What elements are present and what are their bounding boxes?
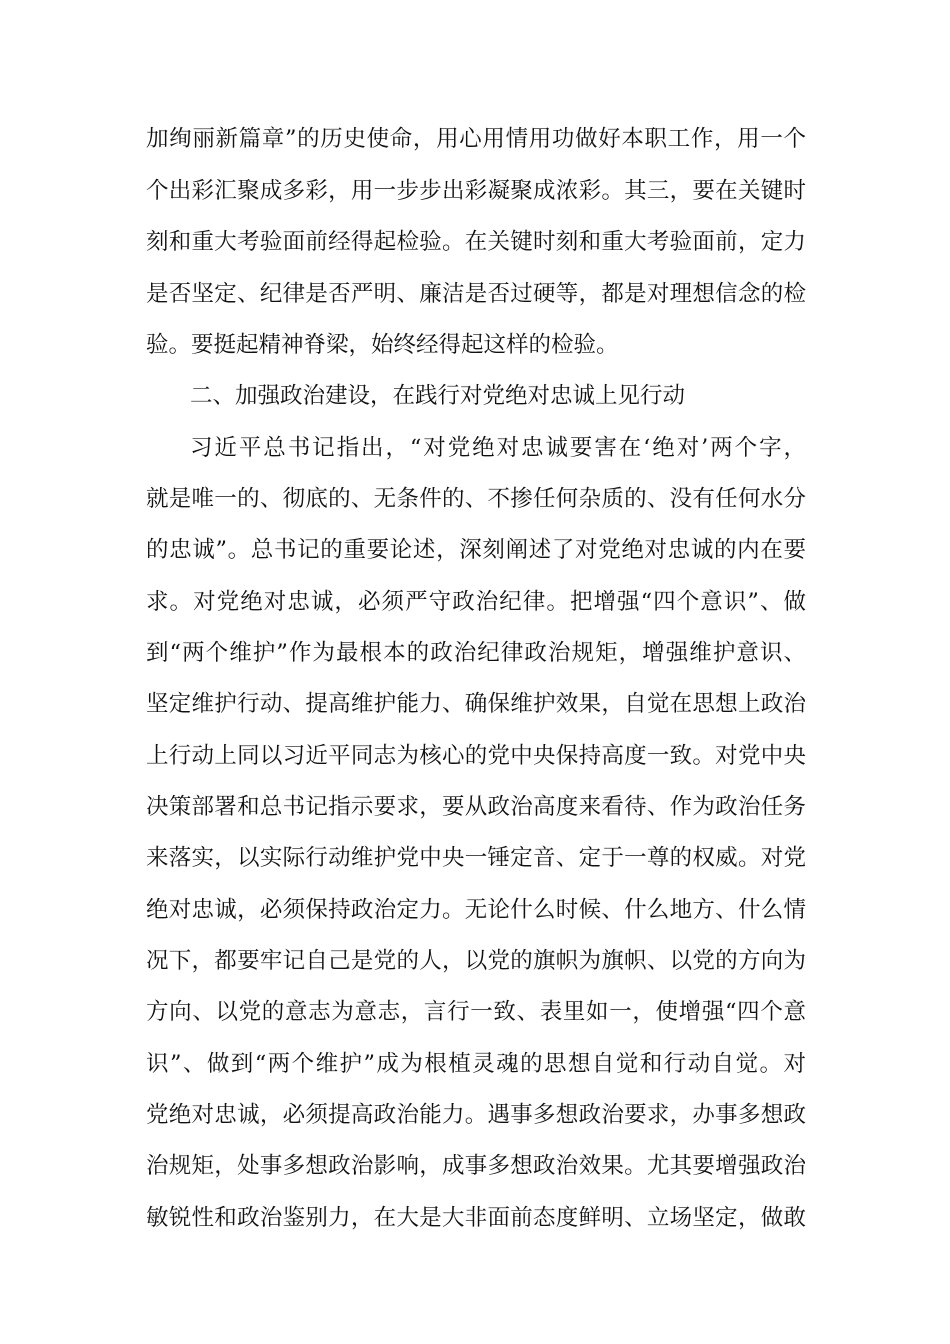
- text-line: 加绚丽新篇章”的历史使命，用心用情用功做好本职工作，用一个: [146, 126, 806, 152]
- text-line: 治规矩，处事多想政治影响，成事多想政治效果。尤其要增强政治: [146, 1153, 806, 1179]
- text-line: 党绝对忠诚，必须提高政治能力。遇事多想政治要求，办事多想政: [146, 1102, 806, 1128]
- text-line: 上行动上同以习近平同志为核心的党中央保持高度一致。对党中央: [146, 743, 806, 769]
- text-line: 刻和重大考验面前经得起检验。在关键时刻和重大考验面前，定力: [146, 229, 806, 255]
- text-line: 绝对忠诚，必须保持政治定力。无论什么时候、什么地方、什么情: [146, 897, 806, 923]
- text-line: 的忠诚”。总书记的重要论述，深刻阐述了对党绝对忠诚的内在要: [146, 537, 806, 563]
- text-line: 就是唯一的、彻底的、无条件的、不掺任何杂质的、没有任何水分: [146, 486, 806, 512]
- text-line: 到“两个维护”作为最根本的政治纪律政治规矩，增强维护意识、: [146, 640, 806, 666]
- text-line: 方向、以党的意志为意志，言行一致、表里如一，使增强“四个意: [146, 999, 806, 1025]
- text-line: 个出彩汇聚成多彩，用一步步出彩凝聚成浓彩。其三，要在关键时: [146, 178, 806, 204]
- text-line: 况下，都要牢记自己是党的人，以党的旗帜为旗帜、以党的方向为: [146, 948, 806, 974]
- text-line: 来落实，以实际行动维护党中央一锤定音、定于一尊的权威。对党: [146, 845, 806, 871]
- section-heading: 二、加强政治建设，在践行对党绝对忠诚上见行动: [190, 383, 686, 409]
- text-line: 敏锐性和政治鉴别力，在大是大非面前态度鲜明、立场坚定，做敢: [146, 1205, 806, 1231]
- text-line: 识”、做到“两个维护”成为根植灵魂的思想自觉和行动自觉。对: [146, 1051, 806, 1077]
- text-line: 验。要挺起精神脊梁，始终经得起这样的检验。: [146, 332, 619, 358]
- text-line: 习近平总书记指出，“对党绝对忠诚要害在‘绝对’两个字，: [190, 435, 806, 461]
- text-line: 是否坚定、纪律是否严明、廉洁是否过硬等，都是对理想信念的检: [146, 281, 806, 307]
- text-line: 求。对党绝对忠诚，必须严守政治纪律。把增强“四个意识”、做: [146, 589, 806, 615]
- text-line: 决策部署和总书记指示要求，要从政治高度来看待、作为政治任务: [146, 794, 806, 820]
- text-line: 坚定维护行动、提高维护能力、确保维护效果，自觉在思想上政治: [146, 691, 806, 717]
